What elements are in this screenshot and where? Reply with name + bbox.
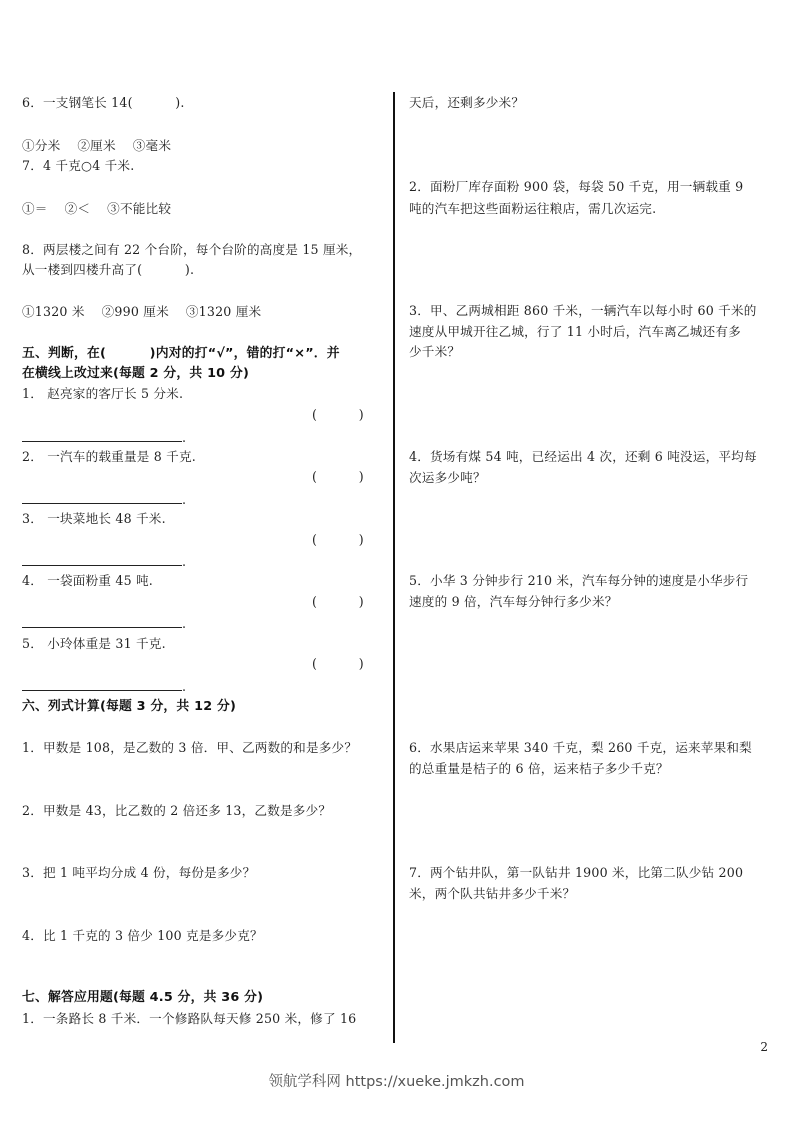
- word-problem-5-line1: 5．小华 3 分钟步行 210 米，汽车每分钟的速度是小华步行: [409, 573, 749, 588]
- calc-item-2: 2．甲数是 43，比乙数的 2 倍还多 13，乙数是多少？: [22, 803, 332, 818]
- question-6-options: ①分米 ②厘米 ③毫米: [22, 138, 172, 153]
- word-problem-6-line1: 6．水果店运来苹果 340 千克，梨 260 千克，运来苹果和梨: [409, 740, 752, 755]
- word-problem-1-line1: 1．一条路长 8 千米．一个修路队每天修 250 米，修了 16: [22, 1011, 357, 1026]
- word-problem-3-line1: 3．甲、乙两城相距 860 千米，一辆汽车以每小时 60 千米的: [409, 303, 757, 318]
- question-8-line2: 从一楼到四楼升高了( ).: [22, 262, 195, 277]
- blank-dot: .: [182, 616, 187, 631]
- section-5-title-line2: 在横线上改过来(每题 2 分，共 10 分): [22, 366, 249, 381]
- question-6: 6．一支钢笔长 14( ).: [22, 95, 185, 110]
- judgment-item-4: 4． 一袋面粉重 45 吨.: [22, 573, 154, 588]
- word-problem-1-line2: 天后，还剩多少米？: [409, 95, 525, 110]
- judgment-item-3: 3． 一块菜地长 48 千米.: [22, 511, 166, 526]
- calc-item-3: 3．把 1 吨平均分成 4 份，每份是多少？: [22, 865, 256, 880]
- word-problem-4-line2: 次运多少吨？: [409, 470, 486, 485]
- section-5-title-line1: 五、判断，在( )内对的打“√”，错的打“×”．并: [22, 346, 340, 361]
- word-problem-3-line3: 少千米？: [409, 344, 461, 359]
- correction-line-5[interactable]: [22, 677, 186, 697]
- word-problem-6-line2: 的总重量是桔子的 6 倍，运来桔子多少千克？: [409, 761, 669, 776]
- judgment-answer-2[interactable]: ( ): [312, 469, 364, 484]
- correction-line-3[interactable]: [22, 552, 186, 572]
- blank-dot: .: [182, 554, 187, 569]
- question-8-line1: 8．两层楼之间有 22 个台阶，每个台阶的高度是 15 厘米，: [22, 242, 362, 257]
- word-problem-5-line2: 速度的 9 倍，汽车每分钟行多少米？: [409, 594, 618, 609]
- correction-line-4[interactable]: [22, 614, 186, 634]
- correction-line-1[interactable]: [22, 428, 186, 448]
- footer-watermark: 领航学科网 https://xueke.jmkzh.com: [268, 1074, 525, 1090]
- word-problem-7-line2: 米，两个队共钻井多少千米？: [409, 886, 576, 901]
- column-divider: [393, 92, 395, 1043]
- question-8-options: ①1320 米 ②990 厘米 ③1320 厘米: [22, 304, 262, 319]
- calc-item-1: 1．甲数是 108，是乙数的 3 倍．甲、乙两数的和是多少？: [22, 740, 358, 755]
- word-problem-2-line2: 吨的汽车把这些面粉运往粮店，需几次运完.: [409, 201, 657, 216]
- judgment-item-5: 5． 小玲体重是 31 千克.: [22, 636, 166, 651]
- blank-dot: .: [182, 492, 187, 507]
- word-problem-7-line1: 7．两个钻井队，第一队钻井 1900 米，比第二队少钻 200: [409, 865, 744, 880]
- section-6-title: 六、列式计算(每题 3 分，共 12 分): [22, 699, 236, 714]
- judgment-item-1: 1． 赵亮家的客厅长 5 分米.: [22, 386, 184, 401]
- calc-item-4: 4．比 1 千克的 3 倍少 100 克是多少克？: [22, 928, 263, 943]
- judgment-answer-4[interactable]: ( ): [312, 594, 364, 609]
- judgment-answer-5[interactable]: ( ): [312, 656, 364, 671]
- judgment-item-2: 2． 一汽车的载重量是 8 千克.: [22, 449, 196, 464]
- word-problem-4-line1: 4．货场有煤 54 吨，已经运出 4 次，还剩 6 吨没运，平均每: [409, 449, 757, 464]
- blank-dot: .: [182, 430, 187, 445]
- page-number: 2: [760, 1040, 768, 1054]
- question-7: 7．4 千克○4 千米.: [22, 158, 135, 173]
- question-7-options: ①＝ ②＜ ③不能比较: [22, 201, 172, 216]
- word-problem-2-line1: 2．面粉厂库存面粉 900 袋，每袋 50 千克，用一辆载重 9: [409, 179, 744, 194]
- blank-dot: .: [182, 679, 187, 694]
- section-7-title: 七、解答应用题(每题 4.5 分，共 36 分): [22, 990, 264, 1005]
- correction-line-2[interactable]: [22, 490, 186, 510]
- word-problem-3-line2: 速度从甲城开往乙城，行了 11 小时后，汽车离乙城还有多: [409, 324, 741, 339]
- judgment-answer-1[interactable]: ( ): [312, 407, 364, 422]
- judgment-answer-3[interactable]: ( ): [312, 532, 364, 547]
